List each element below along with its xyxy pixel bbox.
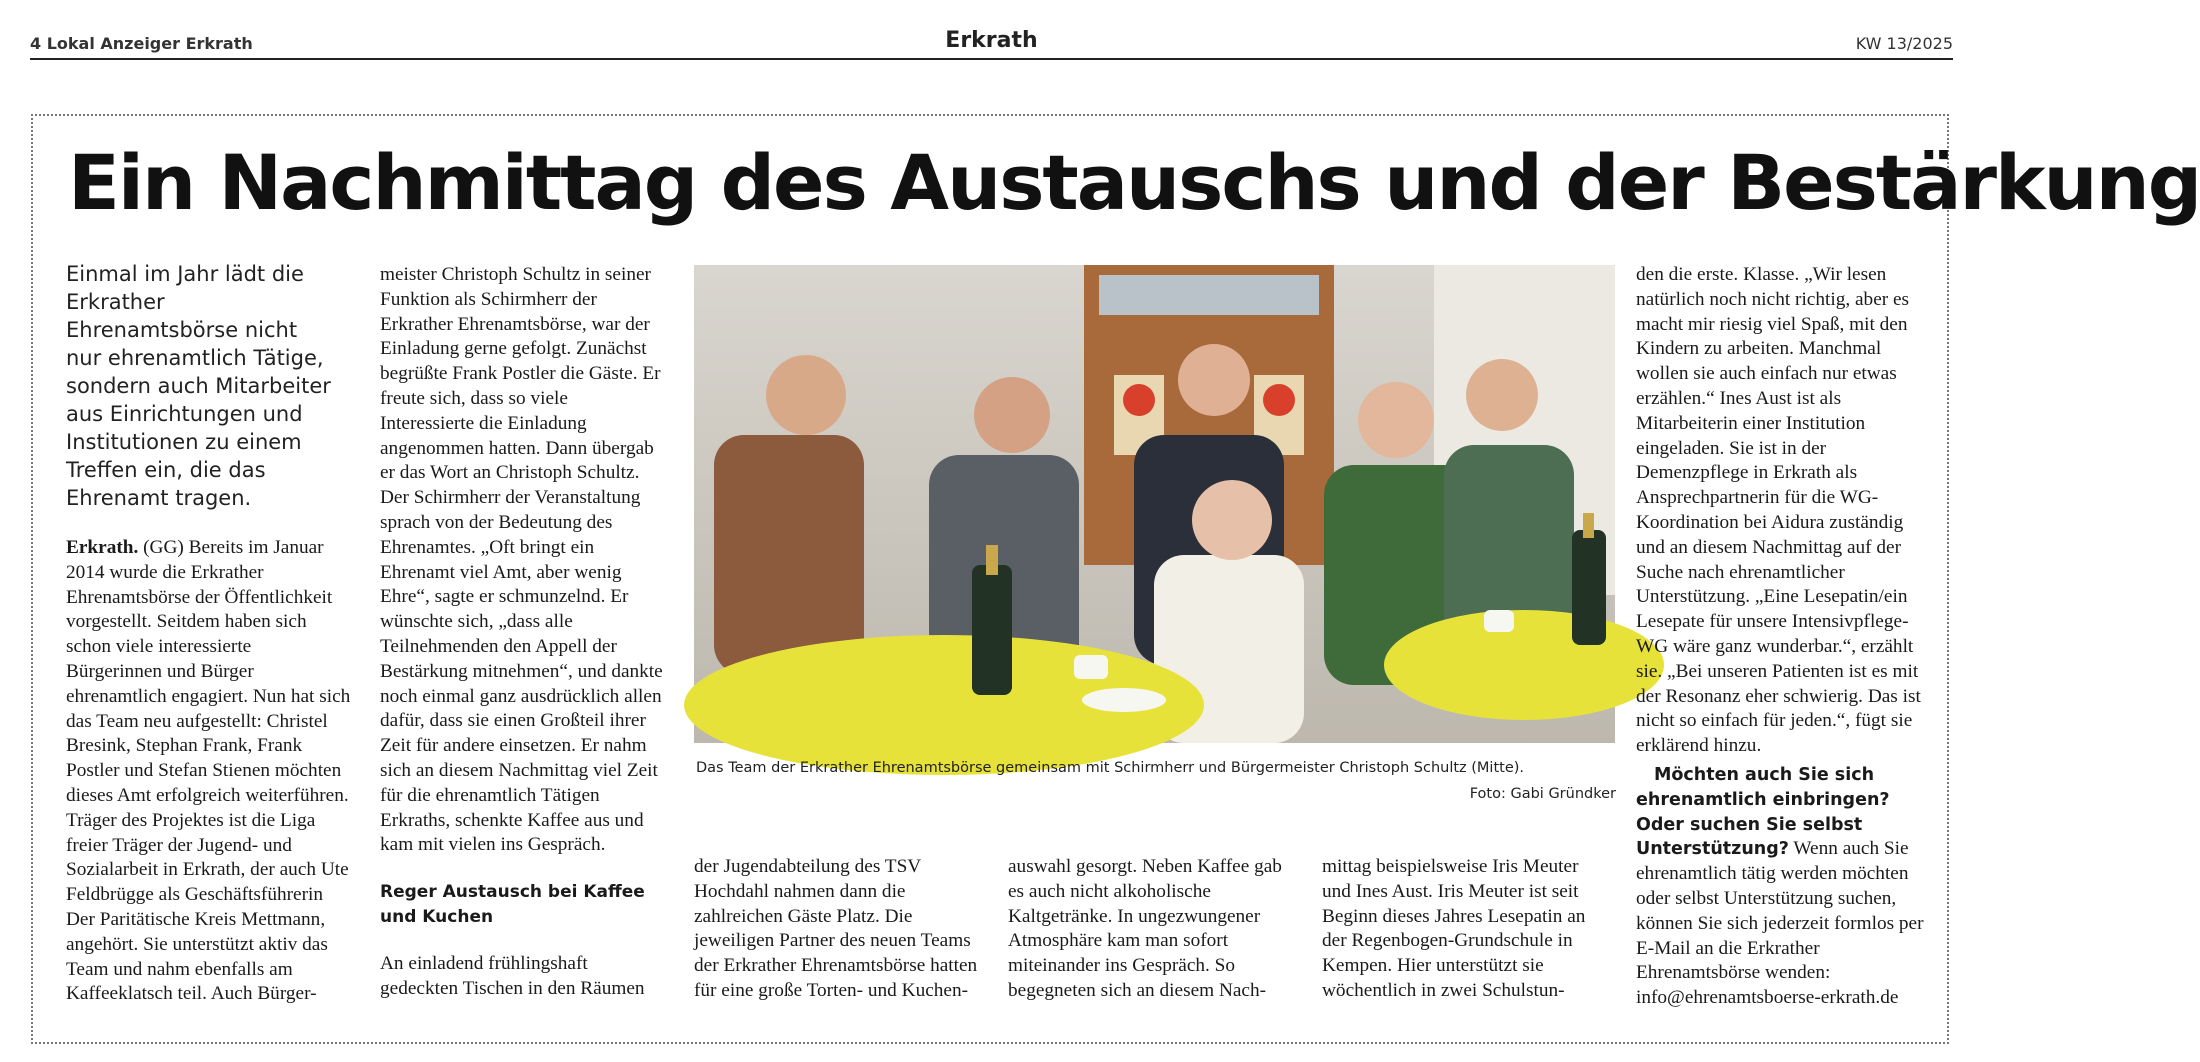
- article-lead: Einmal im Jahr lädt die Erkrather Ehrenamtsbörse nicht nur ehrenamtlich Tätige, sondern auch Mitarbeiter aus Einrichtungen und Institutionen zu einem Treffen ein, die das Ehrenamt tragen.: [66, 262, 331, 510]
- article-column-1: [66, 536, 352, 1007]
- article-column-5: mittag beispielsweise Iris Meuter und Ines Aust. Iris Meuter ist seit Beginn dieses Jahres Lesepatin an der Regenbogen-Grundschule in Kempen. Hier unterstützt sie wöchentlich in zwei Schulstun-: [1322, 856, 1586, 1001]
- group-photo-illustration: [694, 265, 1615, 743]
- subheading: Reger Austausch bei Kaffee und Kuchen: [380, 882, 645, 928]
- column-6-text: den die erste. Klasse. „Wir lesen natürlich noch nicht richtig, aber es macht mir riesig viel Spaß, mit den Kindern zu arbeiten. Manchmal wollen sie auch einfach nur etwas erzählen.“ Ines Aust ist als Mitarbeiterin einer Institution eingeladen. Sie ist in der Demenzpflege in Erkrath als Ansprechpartnerin für die WG-Koordination bei Aidura zuständig und an diesem Nachmittag auf der Suche nach ehrenamtlicher Unterstützung. „Eine Lesepatin/ein Lesepate für unsere Intensivpflege-WG wäre ganz wunderbar.“, erzählt sie. „Bei unseren Patienten ist es mit der Resonanz eher schwierig. Das ist nicht so einfach für jeden.“, fügt sie erklärend hinzu.: [1636, 264, 1921, 757]
- article-column-6: [1636, 263, 1928, 1011]
- section-title: Erkrath: [945, 28, 1038, 53]
- call-to-action-question: Möchten auch Sie sich ehrenamtlich einbringen? Oder suchen Sie selbst Unterstützung?: [1636, 764, 1890, 860]
- dateline: Erkrath.: [66, 537, 139, 558]
- page-header: [30, 28, 1953, 60]
- article-column-3: der Jugendabteilung des TSV Hochdahl nahmen dann die zahlreichen Gäste Platz. Die jeweiligen Partner des neuen Teams der Erkrather Ehrenamtsbörse hatten für eine große Torten- und Kuchen-: [694, 856, 978, 1001]
- article-column-4: auswahl gesorgt. Neben Kaffee gab es auch nicht alkoholische Kaltgetränke. In ungezwungener Atmosphäre kam man sofort miteinander ins Gespräch. So begegneten sich an diesem Nach-: [1008, 856, 1282, 1001]
- issue-week: KW 13/2025: [1855, 34, 1953, 53]
- page-number-publication: 4 Lokal Anzeiger Erkrath: [30, 34, 253, 53]
- article-column-2: [380, 263, 666, 1002]
- article-headline: Ein Nachmittag des Austauschs und der Bestärkung: [68, 138, 2200, 227]
- column-2-text-b: An einladend frühlingshaft gedeckten Tischen in den Räumen: [380, 953, 645, 999]
- article-photo: [694, 265, 1615, 743]
- photo-caption: Das Team der Erkrather Ehrenamtsbörse gemeinsam mit Schirmherr und Bürgermeister Christoph Schultz (Mitte).: [696, 760, 1525, 776]
- column-1-text: (GG) Bereits im Januar 2014 wurde die Erkrather Ehrenamtsbörse der Öffentlichkeit vorgestellt. Seitdem haben sich schon viele interessierte Bürgerinnen und Bürger ehrenamtlich engagiert. Nun hat sich das Team neu aufgestellt: Christel Bresink, Stephan Frank, Frank Postler und Stefan Stienen möchten dieses Amt erfolgreich weiterführen. Träger des Projektes ist die Liga freier Träger der Jugend- und Sozialarbeit in Erkrath, der auch Ute Feldbrügge als Geschäftsführerin Der Paritätische Kreis Mettmann, angehört. Sie unterstützt aktiv das Team und nahm ebenfalls am Kaffeeklatsch teil. Auch Bürger-: [66, 537, 351, 1005]
- photo-credit: Foto: Gabi Gründker: [1469, 786, 1616, 802]
- call-to-action-text: Wenn auch Sie ehrenamtlich tätig werden möchten oder selbst Unterstützung suchen, können Sie sich jederzeit formlos per E-Mail an die Erkrather Ehrenamtsbörse wenden: info@ehrenamtsboerse-erkrath.de: [1636, 838, 1924, 1009]
- column-2-text: meister Christoph Schultz in seiner Funktion als Schirmherr der Erkrather Ehrenamtsbörse, war der Einladung gerne gefolgt. Zunächst begrüßte Frank Postler die Gäste. Er freute sich, dass so viele Interessierte die Einladung angenommen hatten. Dann übergab er das Wort an Christoph Schultz. Der Schirmherr der Veranstaltung sprach von der Bedeutung des Ehrenamtes. „Oft bringt ein Ehrenamt viel Amt, aber wenig Ehre“, sagte er schmunzelnd. Er wünschte sich, „dass alle Teilnehmenden den Appell der Bestärkung mitnehmen“, und dankte noch einmal ganz ausdrücklich allen dafür, dass sie einen Großteil ihrer Zeit für andere einsetzen. Er nahm sich an diesem Nachmittag viel Zeit für die ehrenamtlich Tätigen Erkraths, schenkte Kaffee aus und kam mit vielen ins Gespräch.: [380, 264, 663, 856]
